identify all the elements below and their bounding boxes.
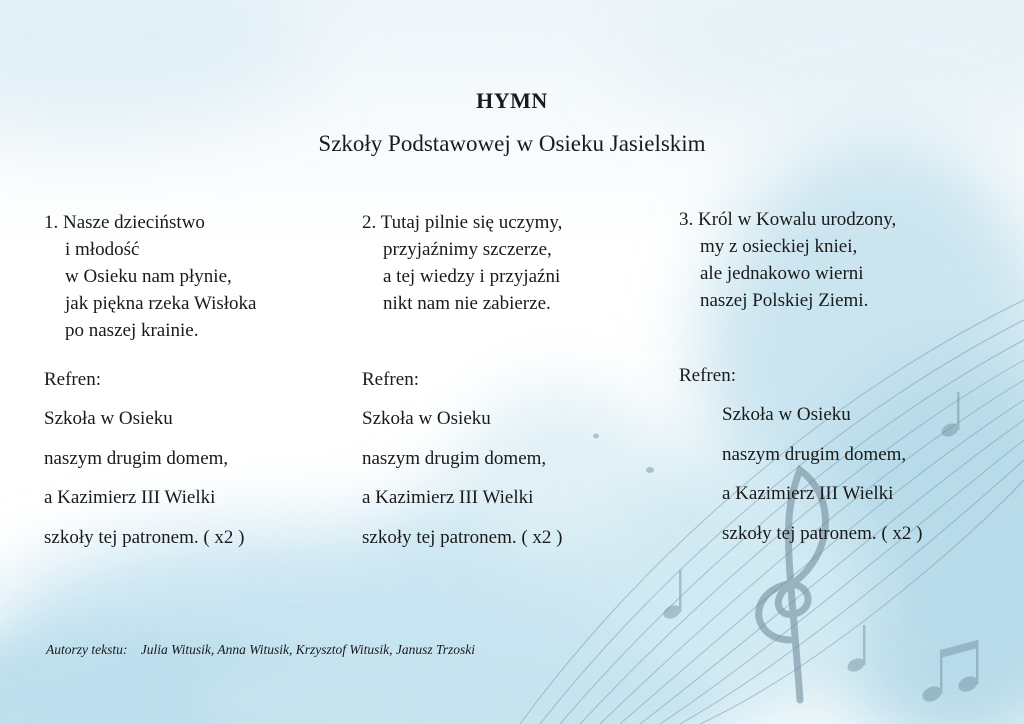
verse-line: 1. Nasze dzieciństwo <box>44 212 205 233</box>
page-title: HYMN <box>476 88 548 113</box>
refrain-line: Szkoła w Osieku <box>722 404 851 425</box>
refrain-label-2: Refren: <box>362 369 419 390</box>
verse-line: i młodość <box>65 239 140 260</box>
verse-line: ale jednakowo wierni <box>700 263 864 284</box>
authors-label: Autorzy tekstu: <box>46 642 128 657</box>
refrain-1 <box>44 407 245 565</box>
verse-line: w Osieku nam płynie, <box>65 266 232 287</box>
refrain-line: szkoły tej patronem. ( x2 ) <box>44 526 245 548</box>
refrain-line: naszym drugim domem, <box>362 447 547 469</box>
refrain-line: naszym drugim domem, <box>44 447 229 469</box>
verse-line: przyjaźnimy szczerze, <box>383 239 552 260</box>
verse-line: jak piękna rzeka Wisłoka <box>65 293 257 314</box>
authors-credit <box>46 642 475 658</box>
verse-line: po naszej krainie. <box>65 320 199 341</box>
refrain-2 <box>362 407 563 565</box>
verse-line: naszej Polskiej Ziemi. <box>700 290 869 311</box>
verse-line: my z osieckiej kniei, <box>700 236 858 257</box>
refrain-line: naszym drugim domem, <box>722 443 907 465</box>
verse-2 <box>362 209 562 317</box>
verse-line: nikt nam nie zabierze. <box>383 293 551 314</box>
verse-1 <box>44 209 256 344</box>
refrain-line: szkoły tej patronem. ( x2 ) <box>722 522 923 544</box>
refrain-line: Szkoła w Osieku <box>44 408 173 429</box>
refrain-line: a Kazimierz III Wielki <box>722 483 894 504</box>
verse-line: 2. Tutaj pilnie się uczymy, <box>362 212 563 233</box>
verse-line: 3. Król w Kowalu urodzony, <box>679 209 897 230</box>
refrain-label-1: Refren: <box>44 369 101 390</box>
refrain-line: a Kazimierz III Wielki <box>44 487 216 508</box>
verse-3 <box>679 206 896 314</box>
refrain-line: Szkoła w Osieku <box>362 408 491 429</box>
verse-line: a tej wiedzy i przyjaźni <box>383 266 561 287</box>
refrain-line: szkoły tej patronem. ( x2 ) <box>362 526 563 548</box>
page-subtitle: Szkoły Podstawowej w Osieku Jasielskim <box>318 131 706 156</box>
refrain-3 <box>722 403 923 561</box>
authors-names: Julia Witusik, Anna Witusik, Krzysztof Witusik, Janusz Trzoski <box>140 642 476 657</box>
refrain-label-3: Refren: <box>679 365 736 386</box>
refrain-line: a Kazimierz III Wielki <box>362 487 534 508</box>
